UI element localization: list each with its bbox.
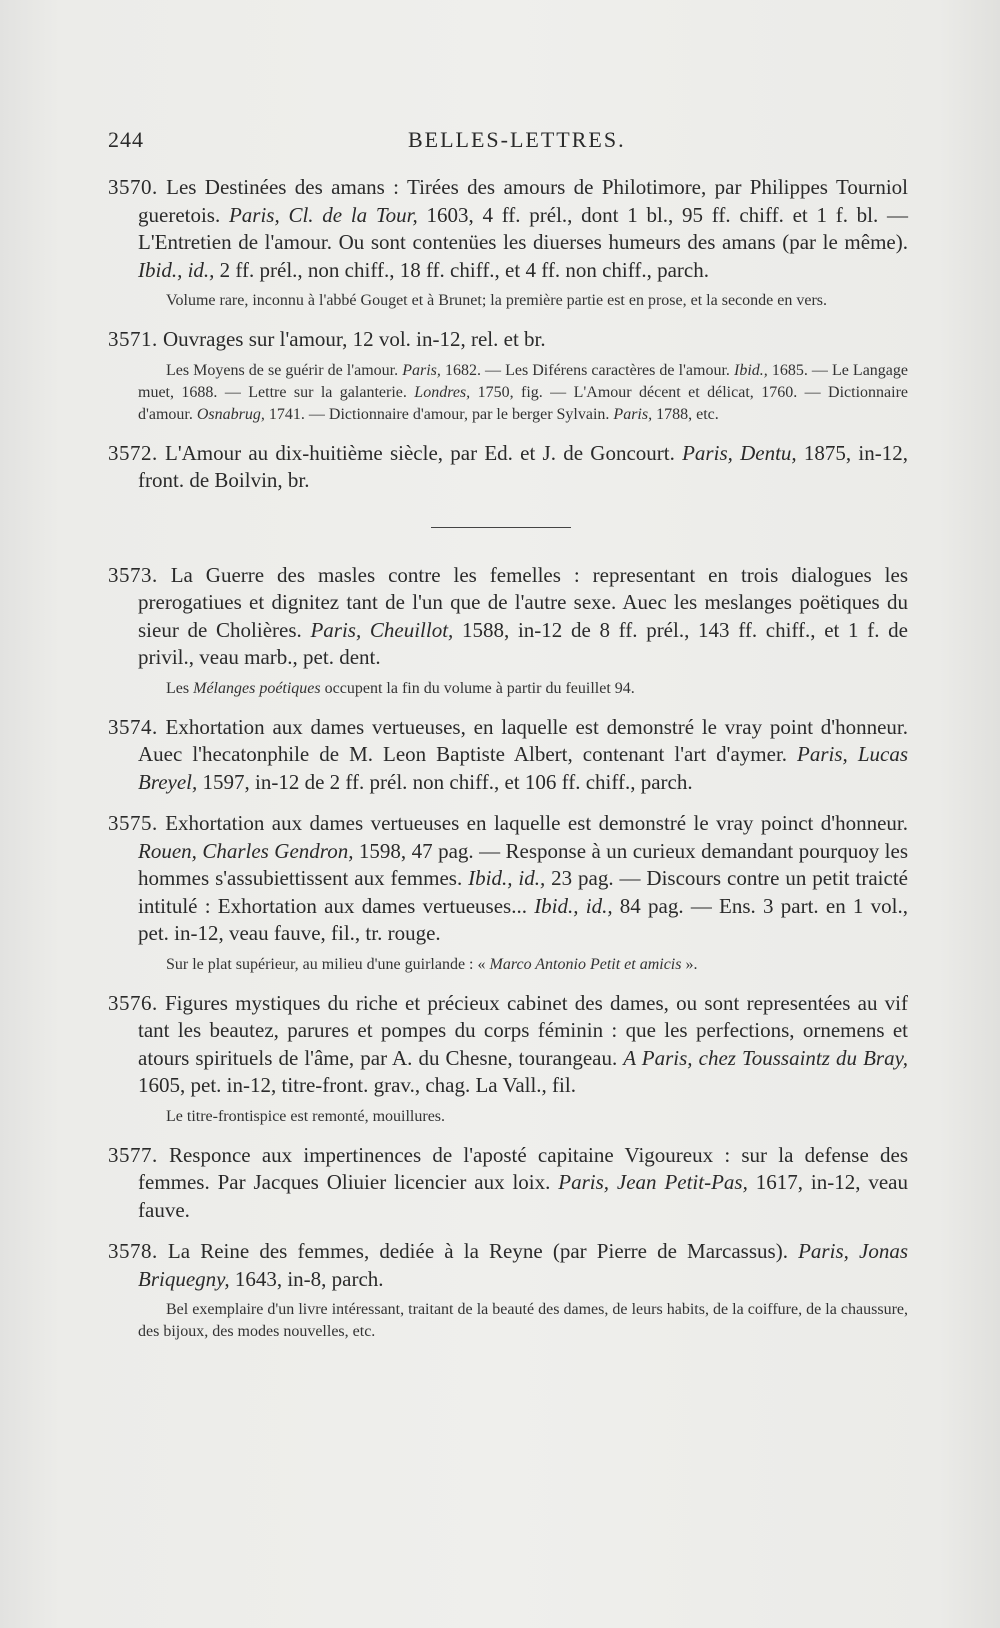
entry-text: Exhortation aux dames vertueuses, en laquelle est demonstré le vray point d'honneur. Auec l'hecatonphile de M. Leon Baptiste Albert, contenant l'art d'aymer. — [138, 714, 908, 766]
note-text: 1750, fig. — L'Amour décent et délicat, 1760. — Dictionnaire d'amour. — [138, 383, 909, 423]
running-title: BELLES-LETTRES. — [408, 127, 626, 152]
catalog-entry-3570 — [108, 174, 908, 312]
note-text: 1685. — Le Langage muet, 1688. — Lettre sur la galanterie. — [138, 361, 908, 401]
note-imprint: Londres, — [414, 383, 471, 401]
entry-text: 1597, in-12 de 2 ff. prél. non chiff., et 106 ff. chiff., parch. — [197, 769, 693, 794]
entry-number: 3573. — [108, 562, 158, 587]
entry-text: 1605, pet. in-12, titre-front. grav., chag. La Vall., fil. — [138, 1073, 576, 1097]
entry-text: 1875, in-12, front. de Boilvin, br. — [138, 440, 909, 492]
note-text: Les — [166, 679, 194, 697]
entry-text: Ouvrages sur l'amour, 12 vol. in-12, rel. et br. — [157, 327, 546, 351]
entry-imprint: Paris, Jonas Briquegny, — [138, 1239, 909, 1291]
entry-imprint: Paris, Cheuillot, — [310, 617, 454, 642]
entry-text: 1603, 4 ff. prél., dont 1 bl., 95 ff. chiff. et 1 f. bl. — L'Entretien de l'amour. Ou sont contenües les diuerses humeurs des amans (par le même). — [138, 202, 908, 254]
entry-text: La Reine des femmes, dediée à la Reyne (par Pierre de Marcassus). — [157, 1239, 799, 1263]
note-imprint: Paris, — [613, 405, 653, 423]
entry-text: Responce aux impertinences de l'aposté capitaine Vigoureux : sur la defense des femmes. Par Jacques Oliuier licencier aux loix. — [138, 1142, 908, 1194]
entry-number: 3570. — [108, 175, 158, 199]
entry-text: 1588, in-12 de 8 ff. prél., 143 ff. chiff., et 1 f. de privil., veau marb., pet. dent. — [138, 617, 908, 669]
entry-number: 3574. — [108, 714, 158, 739]
entry-text: 1643, in-8, parch. — [229, 1266, 384, 1291]
note-text: Les Moyens de se guérir de l'amour. — [166, 361, 403, 379]
note-imprint: Osnabrug, — [196, 405, 265, 423]
entry-number: 3576. — [108, 990, 158, 1015]
catalog-entry-3574 — [108, 714, 908, 797]
entry-imprint: Paris, Jean Petit-Pas, — [558, 1170, 748, 1194]
section-divider — [431, 527, 571, 528]
entry-text: Exhortation aux dames vertueuses en laquelle est demonstré le vray poinct d'honneur. — [157, 811, 908, 835]
catalog-entry-3571 — [108, 326, 908, 426]
entry-note: Le titre-frontispice est remonté, mouillures. — [166, 1107, 446, 1125]
entry-number: 3577. — [108, 1142, 158, 1167]
entry-note: Bel exemplaire d'un livre intéressant, traitant de la beauté des dames, de leurs habits, de la coiffure, de la chaussure, des bijoux, des modes nouvelles, etc. — [138, 1301, 908, 1340]
entry-imprint: Ibid., id., — [534, 893, 613, 918]
note-title: Mélanges poétiques — [193, 679, 321, 697]
entry-text: 84 pag. — Ens. 3 part. en 1 vol., pet. in-12, veau fauve, fil., tr. rouge. — [138, 893, 908, 945]
catalog-entry-3578 — [108, 1238, 908, 1343]
entry-text: Figures mystiques du riche et précieux cabinet des dames, ou sont representées au vif tant les beautez, parures et pompes du corps féminin : que les perfections, ornemens et atours spirituels de l'âme, par A. du Chesne, tourangeau. — [138, 990, 908, 1070]
catalog-entries — [108, 174, 908, 1343]
entry-text: 1598, 47 pag. — Response à un curieux demandant pourquoy les hommes s'assubiettissent aux femmes. — [138, 838, 908, 890]
note-imprint: Ibid., — [733, 361, 768, 379]
entry-text: 23 pag. — Discours contre un petit traicté intitulé : Exhortation aux dames vertueuses... — [138, 866, 908, 918]
entry-note — [108, 678, 908, 700]
catalog-entry-3572 — [108, 440, 908, 495]
entry-number: 3571. — [108, 327, 158, 351]
catalog-entry-3573 — [108, 562, 908, 700]
entry-text: 1617, in-12, veau fauve. — [138, 1170, 908, 1222]
catalog-entry-3577 — [108, 1142, 908, 1225]
entry-imprint: Ibid., id., — [138, 257, 215, 282]
note-text: ». — [681, 955, 698, 973]
entry-number: 3578. — [108, 1239, 158, 1263]
entry-imprint: A Paris, chez Toussaintz du Bray, — [623, 1045, 908, 1070]
entry-note — [108, 954, 908, 976]
note-text: Sur le plat supérieur, au milieu d'une guirlande : « — [166, 955, 490, 973]
entry-text: La Guerre des masles contre les femelles : representant en trois dialogues les prerogatiues et dignitez tant de l'un que de l'autre sexe. Auec les meslanges poëtiques du sieur de Cholières. — [138, 562, 908, 642]
entry-text: L'Amour au dix-huitième siècle, par Ed. et J. de Goncourt. — [157, 440, 683, 465]
note-text: occupent la fin du volume à partir du feuillet 94. — [320, 679, 635, 697]
catalog-entry-3575 — [108, 810, 908, 976]
entry-imprint: Ibid., id., — [468, 866, 546, 890]
entry-imprint: Rouen, Charles Gendron, — [138, 838, 354, 863]
entry-note: Volume rare, inconnu à l'abbé Gouget et à Brunet; la première partie est en prose, et la seconde en vers. — [166, 292, 827, 309]
entry-number: 3575. — [108, 811, 158, 835]
catalog-entry-3576 — [108, 990, 908, 1128]
entry-imprint: Paris, Cl. de la Tour, — [228, 202, 418, 227]
entry-number: 3572. — [108, 440, 158, 465]
entry-note — [108, 360, 908, 426]
note-inscription: Marco Antonio Petit et amicis — [489, 955, 682, 973]
note-text: 1788, etc. — [652, 405, 719, 423]
entry-text: Les Destinées des amans : Tirées des amours de Philotimore, par Philippes Tourniol gueretois. — [138, 175, 908, 227]
page-number: 244 — [108, 127, 144, 152]
entry-imprint: Paris, Dentu, — [682, 440, 797, 465]
entry-text: 2 ff. prél., non chiff., 18 ff. chiff., et 4 ff. non chiff., parch. — [214, 257, 709, 282]
note-text: 1741. — Dictionnaire d'amour, par le berger Sylvain. — [264, 405, 614, 423]
note-text: 1682. — Les Diférens caractères de l'amour. — [440, 361, 734, 379]
entry-imprint: Paris, Lucas Breyel, — [138, 742, 908, 794]
note-imprint: Paris, — [402, 361, 441, 379]
